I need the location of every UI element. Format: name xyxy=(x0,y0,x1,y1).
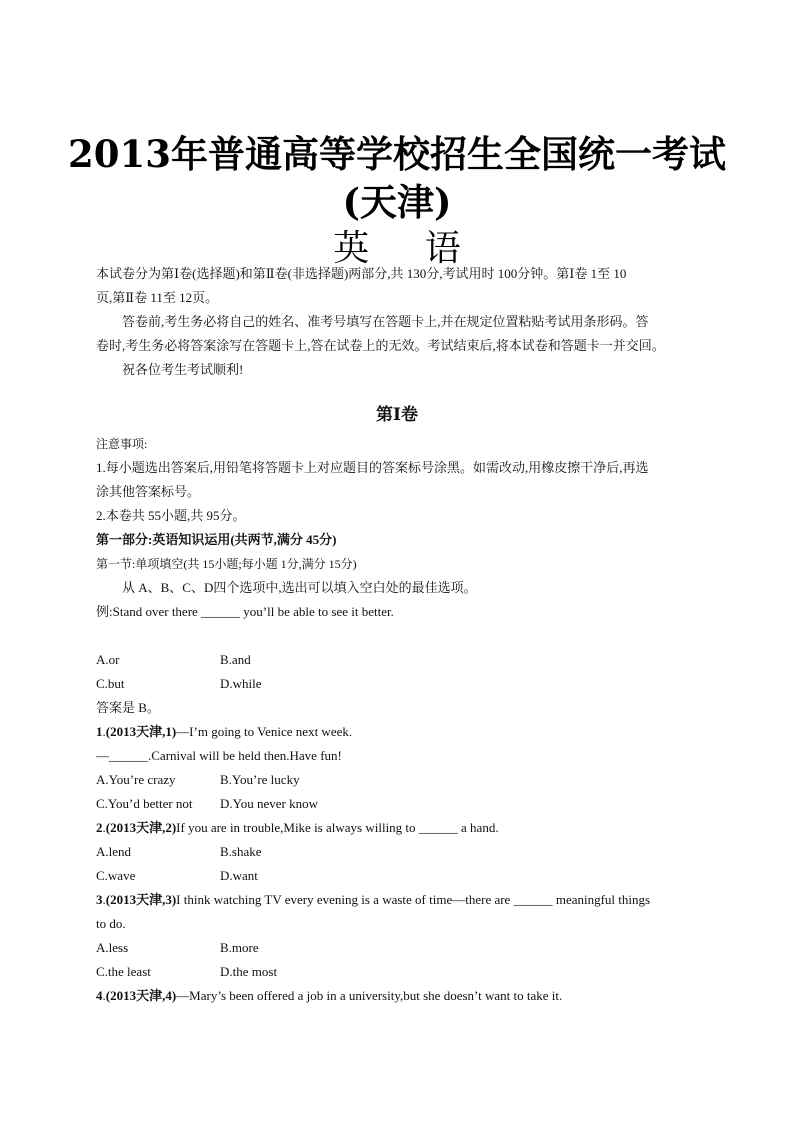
instruction: 从 A、B、C、D四个选项中,选出可以填入空白处的最佳选项。 xyxy=(122,580,477,595)
section-heading: 第Ⅰ卷 xyxy=(376,405,418,424)
example-answer: 答案是 B。 xyxy=(96,700,160,715)
question-1-stem-2: —______.Carnival will be held then.Have fun! xyxy=(96,748,342,763)
example-option-b: B.and xyxy=(220,652,251,667)
question-3-stem-2: to do. xyxy=(96,916,126,931)
example-option-a: A.or xyxy=(96,652,120,667)
notes-heading: 注意事项: xyxy=(96,437,148,451)
question-number: 4 xyxy=(96,988,103,1003)
note-2: 2.本卷共 55小题,共 95分。 xyxy=(96,508,246,523)
question-3-option-b: B.more xyxy=(220,940,259,955)
exam-title: 2013年普通高等学校招生全国统一考试 xyxy=(68,132,726,176)
question-3-option-c: C.the least xyxy=(96,964,151,979)
question-1-option-a: A.You’re crazy xyxy=(96,772,176,787)
question-text: If you are in trouble,Mike is always willing to ______ a hand. xyxy=(176,820,499,835)
question-3-stem: 3.(2013天津,3)I think watching TV every evening is a waste of time—there are ______ meaningful things xyxy=(96,892,651,907)
question-source: (2013天津,3) xyxy=(105,892,177,907)
example-option-d: D.while xyxy=(220,676,262,691)
question-number: 3 xyxy=(96,892,103,907)
question-text: I think watching TV every evening is a waste of time—there are ______ meaningful things xyxy=(176,892,651,907)
intro-paragraph-1-line-2: 页,第Ⅱ卷 11至 12页。 xyxy=(96,290,219,305)
question-2-option-d: D.want xyxy=(220,868,258,883)
question-1-option-b: B.You’re lucky xyxy=(220,772,300,787)
question-2-option-b: B.shake xyxy=(220,844,262,859)
exam-subject: 英 语 xyxy=(333,228,483,269)
example-option-c: C.but xyxy=(96,676,125,691)
question-3-option-a: A.less xyxy=(96,940,129,955)
question-source: (2013天津,2) xyxy=(105,820,177,835)
question-text: —I’m going to Venice next week. xyxy=(176,724,353,739)
question-4-stem: 4.(2013天津,4)—Mary’s been offered a job in a university,but she doesn’t want to take it. xyxy=(96,988,563,1003)
exam-region: (天津) xyxy=(342,180,452,224)
intro-paragraph-2-line-1: 答卷前,考生务必将自己的姓名、准考号填写在答题卡上,并在规定位置粘贴考试用条形码。答 xyxy=(122,314,649,329)
question-text: —Mary’s been offered a job in a university,but she doesn’t want to take it. xyxy=(176,988,563,1003)
intro-paragraph-3: 祝各位考生考试顺利! xyxy=(122,362,244,377)
question-1-option-c: C.You’d better not xyxy=(96,796,193,811)
question-2-stem: 2.(2013天津,2)If you are in trouble,Mike is always willing to ______ a hand. xyxy=(96,820,499,835)
question-source: (2013天津,4) xyxy=(105,988,177,1003)
section-1-heading: 第一节:单项填空(共 15小题;每小题 1分,满分 15分) xyxy=(96,557,357,571)
question-2-option-a: A.lend xyxy=(96,844,132,859)
part-1-heading: 第一部分:英语知识运用(共两节,满分 45分) xyxy=(96,532,337,547)
note-1-line-1: 1.每小题选出答案后,用铅笔将答题卡上对应题目的答案标号涂黑。如需改动,用橡皮擦干净后,再选 xyxy=(96,460,649,475)
question-3-option-d: D.the most xyxy=(220,964,278,979)
question-2-option-c: C.wave xyxy=(96,868,136,883)
note-1-line-2: 涂其他答案标号。 xyxy=(96,484,201,499)
intro-paragraph-2-line-2: 卷时,考生务必将答案涂写在答题卡上,答在试卷上的无效。考试结束后,将本试卷和答题卡一并交回。 xyxy=(96,338,665,353)
question-number: 2 xyxy=(96,820,103,835)
question-source: (2013天津,1) xyxy=(105,724,177,739)
intro-paragraph-1-line-1: 本试卷分为第Ⅰ卷(选择题)和第Ⅱ卷(非选择题)两部分,共 130分,考试用时 100分钟。第Ⅰ卷 1至 10 xyxy=(96,266,627,281)
example-stem: 例:Stand over there ______ you’ll be able to see it better. xyxy=(96,604,394,619)
question-1-stem: 1.(2013天津,1)—I’m going to Venice next week. xyxy=(96,724,353,739)
question-number: 1 xyxy=(96,724,103,739)
question-1-option-d: D.You never know xyxy=(220,796,318,811)
